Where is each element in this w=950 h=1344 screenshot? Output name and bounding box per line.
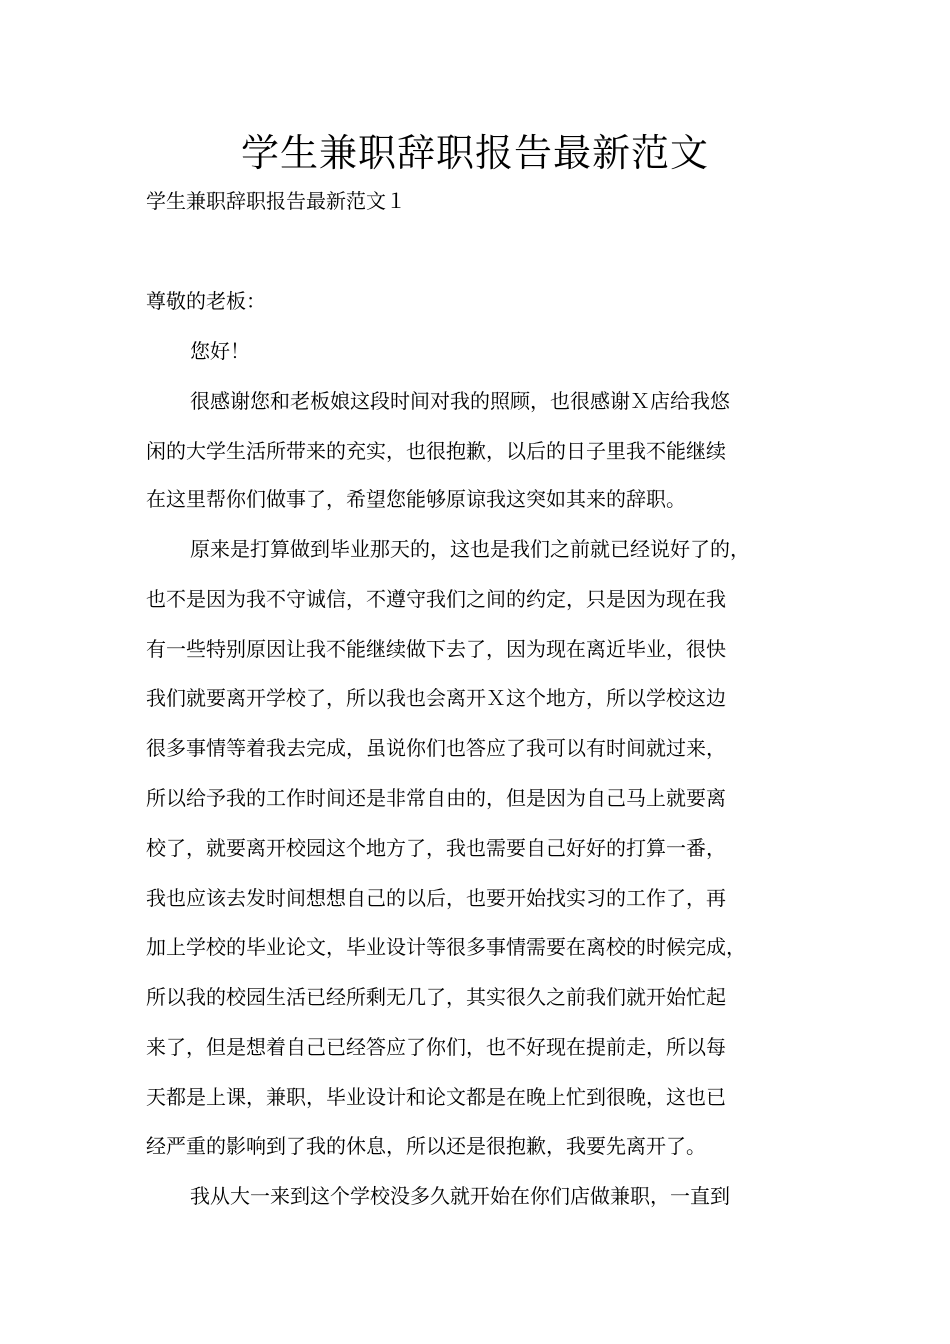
paragraph-line: 有一些特别原因让我不能继续做下去了，因为现在离近毕业，很快 <box>146 637 726 661</box>
paragraph-line: 经严重的影响到了我的休息，所以还是很抱歉，我要先离开了。 <box>146 1134 706 1158</box>
paragraph-line: 所以我的校园生活已经所剩无几了，其实很久之前我们就开始忙起 <box>146 985 726 1009</box>
document-subtitle: 学生兼职辞职报告最新范文１ <box>146 189 406 213</box>
paragraph-line: 闲的大学生活所带来的充实，也很抱歉，以后的日子里我不能继续 <box>146 439 726 463</box>
paragraph-line: 天都是上课，兼职，毕业设计和论文都是在晚上忙到很晚，这也已 <box>146 1085 726 1109</box>
paragraph-line: 校了，就要离开校园这个地方了，我也需要自己好好的打算一番， <box>146 836 726 860</box>
paragraph-line: 很多事情等着我去完成，虽说你们也答应了我可以有时间就过来， <box>146 736 726 760</box>
paragraph-line: 我从大一来到这个学校没多久就开始在你们店做兼职，一直到 <box>190 1184 730 1208</box>
paragraph-line: 也不是因为我不守诚信，不遵守我们之间的约定，只是因为现在我 <box>146 587 726 611</box>
paragraph-line: 加上学校的毕业论文，毕业设计等很多事情需要在离校的时候完成， <box>146 935 746 959</box>
paragraph-line: 我们就要离开学校了，所以我也会离开Ｘ这个地方，所以学校这边 <box>146 686 726 710</box>
paragraph-line: 在这里帮你们做事了，希望您能够原谅我这突如其来的辞职。 <box>146 487 686 511</box>
paragraph-line: 我也应该去发时间想想自己的以后，也要开始找实习的工作了，再 <box>146 886 726 910</box>
paragraph-line: 所以给予我的工作时间还是非常自由的，但是因为自己马上就要离 <box>146 786 726 810</box>
paragraph-line: 很感谢您和老板娘这段时间对我的照顾，也很感谢Ｘ店给我悠 <box>190 389 730 413</box>
paragraph-line: 原来是打算做到毕业那天的，这也是我们之前就已经说好了的， <box>190 537 750 561</box>
document-title: 学生兼职辞职报告最新范文 <box>240 131 709 175</box>
greeting-line: 您好！ <box>190 339 250 363</box>
salutation: 尊敬的老板： <box>146 289 266 313</box>
paragraph-line: 来了，但是想着自己已经答应了你们，也不好现在提前走，所以每 <box>146 1035 726 1059</box>
